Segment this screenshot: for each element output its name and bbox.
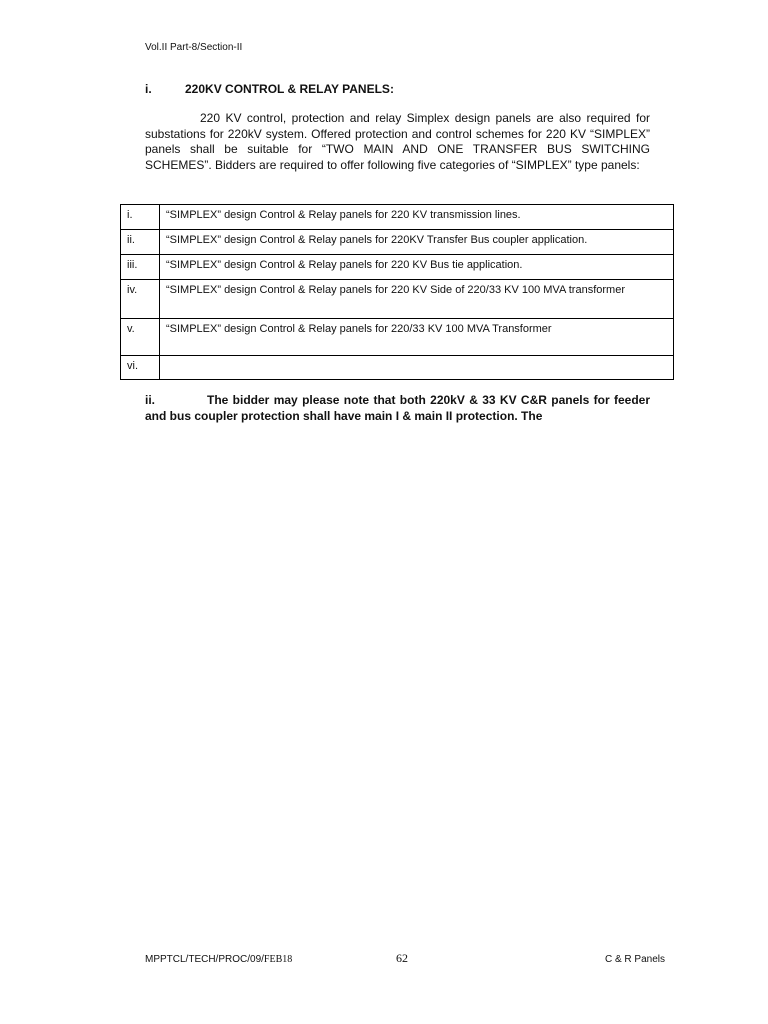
row-index: vi.	[121, 356, 160, 380]
footer-code-text: MPPTCL/TECH/PROC/09/	[145, 954, 264, 965]
table-row	[121, 230, 674, 255]
section-title: 220KV CONTROL & RELAY PANELS:	[185, 82, 394, 96]
footer-code	[145, 954, 292, 965]
panel-categories-table	[120, 204, 674, 380]
row-index: v.	[121, 319, 160, 356]
note-text: The bidder may please note that both 220kV & 33 KV C&R panels for feeder and bus coupler protection shall have main I & main II protection. The	[145, 393, 650, 423]
table-row	[121, 205, 674, 230]
table-row	[121, 255, 674, 280]
section-heading	[145, 82, 650, 96]
intro-paragraph-block	[145, 111, 650, 173]
row-index: iv.	[121, 280, 160, 319]
row-text: “SIMPLEX” design Control & Relay panels for 220 KV Bus tie application.	[160, 255, 674, 280]
table-row	[121, 319, 674, 356]
section-number: i.	[145, 82, 152, 96]
table-row	[121, 356, 674, 380]
row-text: “SIMPLEX” design Control & Relay panels for 220 KV transmission lines.	[160, 205, 674, 230]
row-text	[160, 356, 674, 380]
table-row	[121, 280, 674, 319]
intro-paragraph: 220 KV control, protection and relay Simplex design panels are also required for substations for 220kV system. Offered protection and control schemes for 220 KV “SIMPLEX” panels shall be suitable for “TWO MAIN AND ONE TRANSFER BUS SWITCHING SCHEMES”. Bidders are required to offer following five categories of “SIMPLEX” type panels:	[145, 111, 650, 172]
page-number: 62	[396, 951, 408, 965]
note-paragraph-block	[145, 393, 650, 424]
row-text: “SIMPLEX” design Control & Relay panels for 220KV Transfer Bus coupler application.	[160, 230, 674, 255]
header-reference: Vol.II Part-8/Section-II	[145, 42, 243, 53]
row-text: “SIMPLEX” design Control & Relay panels for 220 KV Side of 220/33 KV 100 MVA transformer	[160, 280, 674, 319]
row-index: ii.	[121, 230, 160, 255]
row-index: iii.	[121, 255, 160, 280]
row-index: i.	[121, 205, 160, 230]
footer-date: FEB18	[263, 954, 293, 965]
row-text: “SIMPLEX” design Control & Relay panels for 220/33 KV 100 MVA Transformer	[160, 319, 674, 356]
note-number: ii.	[145, 393, 156, 407]
footer-label: C & R Panels	[604, 954, 665, 965]
